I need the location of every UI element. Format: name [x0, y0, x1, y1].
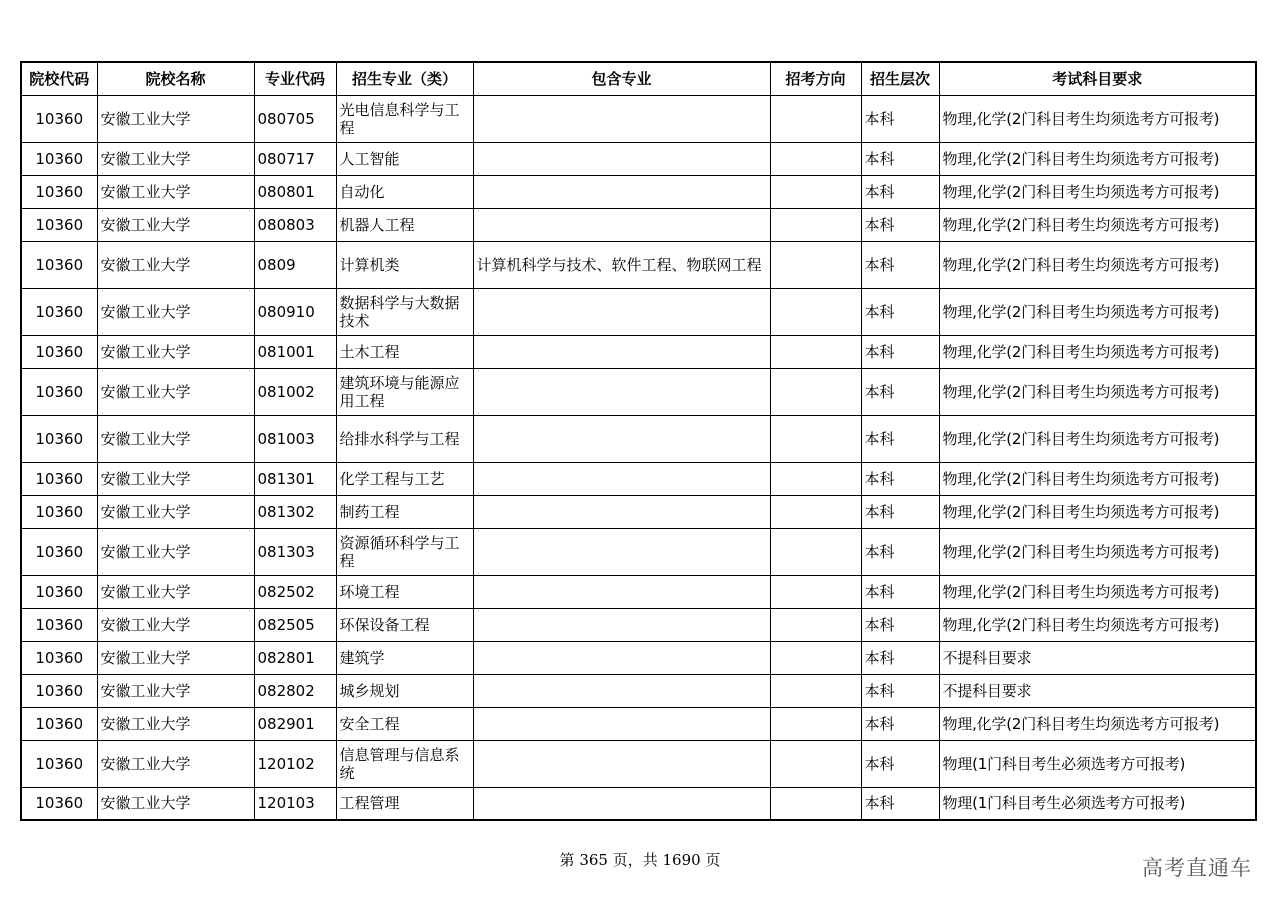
header-level: 招生层次	[861, 62, 939, 95]
school-code-cell: 10360	[21, 175, 97, 208]
major-cell: 工程管理	[336, 787, 473, 820]
school-code-cell: 10360	[21, 462, 97, 495]
major-code-cell: 080705	[254, 95, 336, 142]
direction-cell	[770, 641, 861, 674]
header-major-code: 专业代码	[254, 62, 336, 95]
header-school-name: 院校名称	[97, 62, 254, 95]
requirement-cell: 物理,化学(2门科目考生均须选考方可报考)	[939, 415, 1256, 462]
includes-cell	[473, 787, 770, 820]
level-cell: 本科	[861, 142, 939, 175]
table-row	[21, 575, 1256, 608]
level-cell: 本科	[861, 175, 939, 208]
table-row	[21, 335, 1256, 368]
includes-cell	[473, 641, 770, 674]
major-code-cell: 082901	[254, 707, 336, 740]
includes-cell: 计算机科学与技术、软件工程、物联网工程	[473, 241, 770, 288]
school-name-cell: 安徽工业大学	[97, 575, 254, 608]
level-cell: 本科	[861, 641, 939, 674]
table-row	[21, 415, 1256, 462]
page-number: 第 365 页，共 1690 页	[559, 851, 721, 869]
school-name-cell: 安徽工业大学	[97, 707, 254, 740]
requirement-cell: 不提科目要求	[939, 674, 1256, 707]
includes-cell	[473, 368, 770, 415]
major-cell: 给排水科学与工程	[336, 415, 473, 462]
includes-cell	[473, 335, 770, 368]
school-name-cell: 安徽工业大学	[97, 241, 254, 288]
requirement-cell: 物理,化学(2门科目考生均须选考方可报考)	[939, 142, 1256, 175]
major-code-cell: 081001	[254, 335, 336, 368]
table-row	[21, 707, 1256, 740]
header-includes: 包含专业	[473, 62, 770, 95]
requirement-cell: 物理,化学(2门科目考生均须选考方可报考)	[939, 495, 1256, 528]
level-cell: 本科	[861, 368, 939, 415]
table-row	[21, 368, 1256, 415]
major-code-cell: 081302	[254, 495, 336, 528]
direction-cell	[770, 95, 861, 142]
direction-cell	[770, 575, 861, 608]
includes-cell	[473, 462, 770, 495]
major-code-cell: 081002	[254, 368, 336, 415]
major-code-cell: 081301	[254, 462, 336, 495]
direction-cell	[770, 288, 861, 335]
requirement-cell: 物理,化学(2门科目考生均须选考方可报考)	[939, 707, 1256, 740]
school-name-cell: 安徽工业大学	[97, 528, 254, 575]
requirement-cell: 物理,化学(2门科目考生均须选考方可报考)	[939, 175, 1256, 208]
major-code-cell: 080910	[254, 288, 336, 335]
includes-cell	[473, 575, 770, 608]
major-code-cell: 081303	[254, 528, 336, 575]
school-code-cell: 10360	[21, 674, 97, 707]
school-code-cell: 10360	[21, 495, 97, 528]
requirement-cell: 不提科目要求	[939, 641, 1256, 674]
major-cell: 资源循环科学与工程	[336, 528, 473, 575]
major-code-cell: 082801	[254, 641, 336, 674]
major-cell: 安全工程	[336, 707, 473, 740]
school-name-cell: 安徽工业大学	[97, 175, 254, 208]
school-name-cell: 安徽工业大学	[97, 368, 254, 415]
school-code-cell: 10360	[21, 608, 97, 641]
table-row	[21, 95, 1256, 142]
direction-cell	[770, 335, 861, 368]
level-cell: 本科	[861, 787, 939, 820]
major-cell: 建筑学	[336, 641, 473, 674]
school-name-cell: 安徽工业大学	[97, 462, 254, 495]
requirement-cell: 物理,化学(2门科目考生均须选考方可报考)	[939, 241, 1256, 288]
level-cell: 本科	[861, 95, 939, 142]
direction-cell	[770, 208, 861, 241]
level-cell: 本科	[861, 575, 939, 608]
level-cell: 本科	[861, 335, 939, 368]
table-row	[21, 208, 1256, 241]
school-code-cell: 10360	[21, 787, 97, 820]
direction-cell	[770, 368, 861, 415]
table-row	[21, 674, 1256, 707]
level-cell: 本科	[861, 707, 939, 740]
direction-cell	[770, 707, 861, 740]
level-cell: 本科	[861, 674, 939, 707]
school-code-cell: 10360	[21, 641, 97, 674]
admissions-table	[20, 61, 1257, 821]
table-row	[21, 142, 1256, 175]
major-code-cell: 080803	[254, 208, 336, 241]
includes-cell	[473, 95, 770, 142]
major-code-cell: 080717	[254, 142, 336, 175]
school-code-cell: 10360	[21, 528, 97, 575]
direction-cell	[770, 241, 861, 288]
school-name-cell: 安徽工业大学	[97, 208, 254, 241]
school-name-cell: 安徽工业大学	[97, 335, 254, 368]
table-body	[21, 95, 1256, 820]
level-cell: 本科	[861, 528, 939, 575]
major-cell: 建筑环境与能源应用工程	[336, 368, 473, 415]
table-row	[21, 740, 1256, 787]
header-row	[21, 62, 1256, 95]
major-cell: 光电信息科学与工程	[336, 95, 473, 142]
header-requirement: 考试科目要求	[939, 62, 1256, 95]
direction-cell	[770, 175, 861, 208]
school-name-cell: 安徽工业大学	[97, 641, 254, 674]
direction-cell	[770, 142, 861, 175]
table-row	[21, 608, 1256, 641]
school-code-cell: 10360	[21, 241, 97, 288]
school-name-cell: 安徽工业大学	[97, 495, 254, 528]
school-name-cell: 安徽工业大学	[97, 787, 254, 820]
level-cell: 本科	[861, 415, 939, 462]
school-code-cell: 10360	[21, 575, 97, 608]
includes-cell	[473, 288, 770, 335]
includes-cell	[473, 415, 770, 462]
major-cell: 信息管理与信息系统	[336, 740, 473, 787]
includes-cell	[473, 495, 770, 528]
requirement-cell: 物理,化学(2门科目考生均须选考方可报考)	[939, 95, 1256, 142]
requirement-cell: 物理,化学(2门科目考生均须选考方可报考)	[939, 462, 1256, 495]
major-cell: 数据科学与大数据技术	[336, 288, 473, 335]
table-row	[21, 288, 1256, 335]
table-row	[21, 641, 1256, 674]
school-name-cell: 安徽工业大学	[97, 95, 254, 142]
major-code-cell: 081003	[254, 415, 336, 462]
major-code-cell: 082802	[254, 674, 336, 707]
direction-cell	[770, 415, 861, 462]
major-cell: 制药工程	[336, 495, 473, 528]
header-school-code: 院校代码	[21, 62, 97, 95]
direction-cell	[770, 674, 861, 707]
requirement-cell: 物理,化学(2门科目考生均须选考方可报考)	[939, 288, 1256, 335]
header-major: 招生专业（类）	[336, 62, 473, 95]
major-cell: 环境工程	[336, 575, 473, 608]
table-row	[21, 462, 1256, 495]
requirement-cell: 物理,化学(2门科目考生均须选考方可报考)	[939, 368, 1256, 415]
level-cell: 本科	[861, 288, 939, 335]
school-code-cell: 10360	[21, 95, 97, 142]
major-cell: 环保设备工程	[336, 608, 473, 641]
school-name-cell: 安徽工业大学	[97, 142, 254, 175]
major-cell: 化学工程与工艺	[336, 462, 473, 495]
direction-cell	[770, 528, 861, 575]
requirement-cell: 物理,化学(2门科目考生均须选考方可报考)	[939, 608, 1256, 641]
major-code-cell: 082505	[254, 608, 336, 641]
school-code-cell: 10360	[21, 142, 97, 175]
major-cell: 土木工程	[336, 335, 473, 368]
major-cell: 机器人工程	[336, 208, 473, 241]
includes-cell	[473, 740, 770, 787]
table-row	[21, 528, 1256, 575]
school-name-cell: 安徽工业大学	[97, 415, 254, 462]
includes-cell	[473, 707, 770, 740]
requirement-cell: 物理,化学(2门科目考生均须选考方可报考)	[939, 575, 1256, 608]
header-direction: 招考方向	[770, 62, 861, 95]
major-code-cell: 0809	[254, 241, 336, 288]
requirement-cell: 物理(1门科目考生必须选考方可报考)	[939, 787, 1256, 820]
watermark: 高考直通车	[1142, 856, 1252, 880]
table-row	[21, 787, 1256, 820]
school-code-cell: 10360	[21, 335, 97, 368]
school-code-cell: 10360	[21, 208, 97, 241]
includes-cell	[473, 674, 770, 707]
school-code-cell: 10360	[21, 368, 97, 415]
level-cell: 本科	[861, 608, 939, 641]
direction-cell	[770, 608, 861, 641]
includes-cell	[473, 175, 770, 208]
major-cell: 自动化	[336, 175, 473, 208]
major-code-cell: 080801	[254, 175, 336, 208]
school-code-cell: 10360	[21, 707, 97, 740]
includes-cell	[473, 528, 770, 575]
major-cell: 城乡规划	[336, 674, 473, 707]
requirement-cell: 物理,化学(2门科目考生均须选考方可报考)	[939, 208, 1256, 241]
requirement-cell: 物理,化学(2门科目考生均须选考方可报考)	[939, 335, 1256, 368]
direction-cell	[770, 462, 861, 495]
direction-cell	[770, 495, 861, 528]
table-row	[21, 241, 1256, 288]
direction-cell	[770, 787, 861, 820]
table-row	[21, 175, 1256, 208]
level-cell: 本科	[861, 241, 939, 288]
includes-cell	[473, 142, 770, 175]
major-cell: 人工智能	[336, 142, 473, 175]
school-name-cell: 安徽工业大学	[97, 674, 254, 707]
level-cell: 本科	[861, 740, 939, 787]
school-code-cell: 10360	[21, 415, 97, 462]
school-code-cell: 10360	[21, 740, 97, 787]
includes-cell	[473, 608, 770, 641]
requirement-cell: 物理(1门科目考生必须选考方可报考)	[939, 740, 1256, 787]
school-name-cell: 安徽工业大学	[97, 288, 254, 335]
includes-cell	[473, 208, 770, 241]
major-code-cell: 082502	[254, 575, 336, 608]
requirement-cell: 物理,化学(2门科目考生均须选考方可报考)	[939, 528, 1256, 575]
direction-cell	[770, 740, 861, 787]
table-row	[21, 495, 1256, 528]
school-code-cell: 10360	[21, 288, 97, 335]
major-code-cell: 120103	[254, 787, 336, 820]
major-code-cell: 120102	[254, 740, 336, 787]
level-cell: 本科	[861, 462, 939, 495]
level-cell: 本科	[861, 495, 939, 528]
level-cell: 本科	[861, 208, 939, 241]
school-name-cell: 安徽工业大学	[97, 740, 254, 787]
school-name-cell: 安徽工业大学	[97, 608, 254, 641]
major-cell: 计算机类	[336, 241, 473, 288]
